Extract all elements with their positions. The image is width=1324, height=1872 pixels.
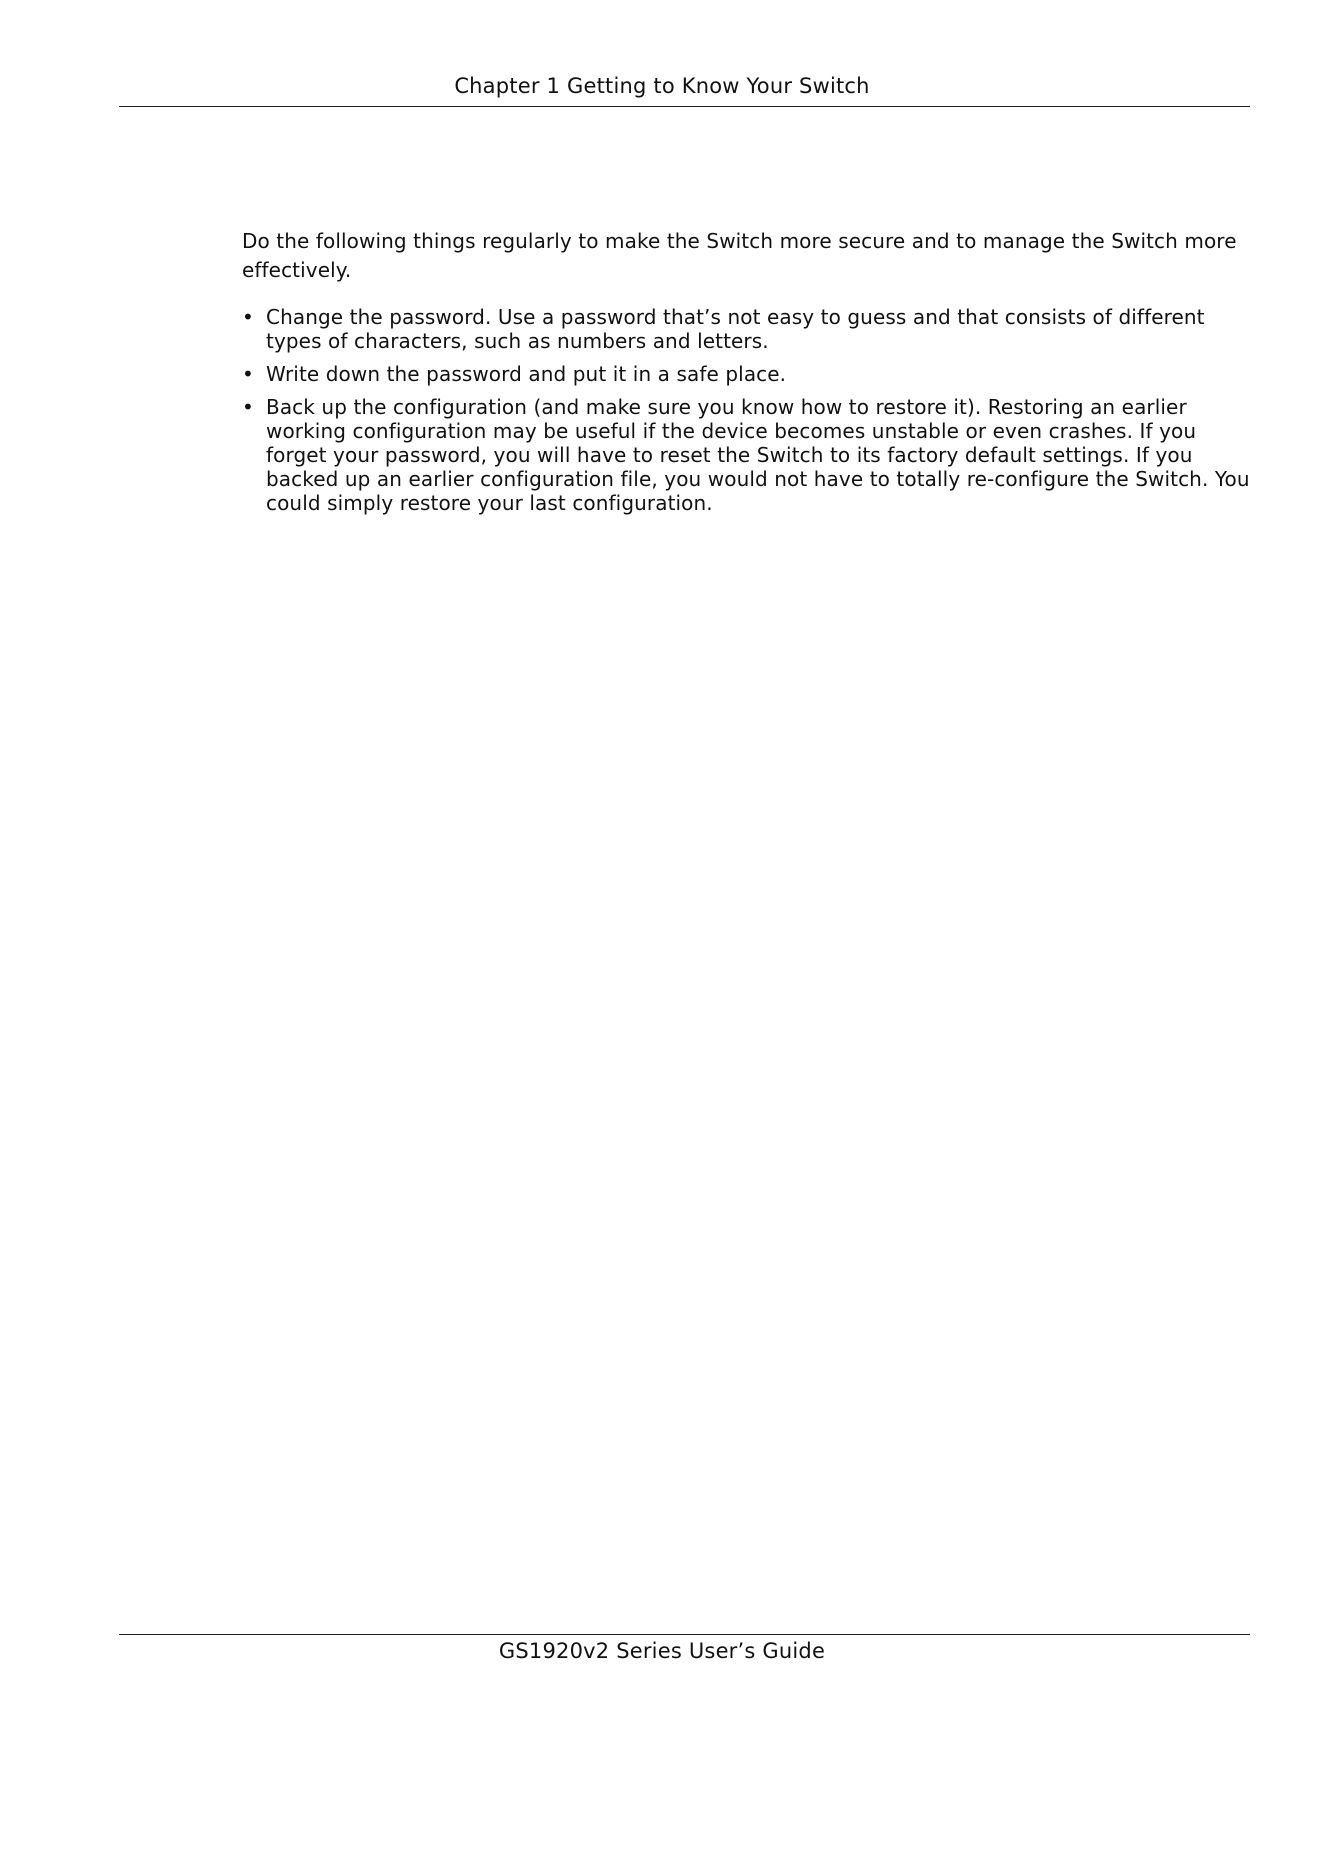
list-item <box>242 362 1252 386</box>
bullet-icon: • <box>242 395 254 419</box>
footer-divider <box>119 1634 1250 1635</box>
tip-text: Write down the password and put it in a safe place. <box>266 362 787 386</box>
intro-paragraph: Do the following things regularly to make the Switch more secure and to manage the Switch more effectively. <box>242 229 1237 282</box>
chapter-title: Chapter 1 Getting to Know Your Switch <box>454 74 870 98</box>
main-content <box>242 227 1252 524</box>
bullet-icon: • <box>242 362 254 386</box>
guide-title: GS1920v2 Series User’s Guide <box>498 1639 826 1663</box>
tip-text: Back up the configuration (and make sure you know how to restore it). Restoring an earlier working configuration may be useful if the device becomes unstable or even crashes. If you forget your password, you will have to reset the Switch to its factory default settings. If you backed up an earlier configuration file, you would not have to totally re-configure the Switch. You could simply restore your last configuration. <box>266 395 1250 515</box>
header-divider <box>119 106 1250 107</box>
list-item <box>242 305 1252 353</box>
tips-list <box>242 305 1252 515</box>
tip-text: Change the password. Use a password that’s not easy to guess and that consists of different types of characters, such as numbers and letters. <box>266 305 1205 353</box>
list-item <box>242 395 1252 515</box>
bullet-icon: • <box>242 305 254 329</box>
